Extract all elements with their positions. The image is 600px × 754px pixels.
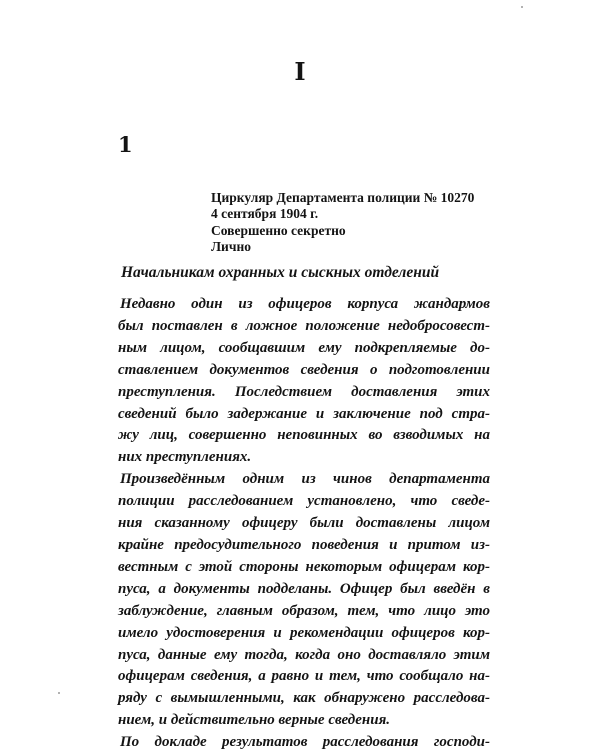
- body-line: жу лиц, совершенно неповинных во взводимых на: [118, 427, 490, 444]
- body-line: сведений было задержание и заключение под стра-: [118, 405, 490, 422]
- body-line: офицерам сведения, а равно и тем, что сообщало на-: [118, 668, 490, 685]
- body-line: ния сказанному офицеру были доставлены лицом: [118, 515, 490, 532]
- body-line: преступления. Последствием доставления этих: [118, 383, 490, 400]
- addressee-line: Начальникам охранных и сыскных отделений: [121, 264, 440, 281]
- body-line: ным лицом, сообщавшим ему подкрепляемые до-: [118, 339, 490, 356]
- circular-title: Циркуляр Департамента полиции № 10270: [211, 190, 475, 205]
- body-line: нием, и действительно верные сведения.: [118, 712, 391, 729]
- body-line: крайне предосудительного поведения и притом из-: [118, 536, 490, 553]
- body-line: ставлением документов сведения о подготовлении: [118, 361, 490, 378]
- body-line: пуса, а документы подделаны. Офицер был введён в: [118, 580, 490, 597]
- secrecy-mark: Совершенно секретно: [211, 222, 346, 238]
- body-text: [118, 294, 490, 754]
- body-line: ряду с вымышленными, как обнаружено расследова-: [118, 690, 490, 707]
- body-line: Недавно один из офицеров корпуса жандармов: [120, 296, 490, 312]
- circular-header: [211, 190, 474, 256]
- body-line: вестным с этой стороны некоторым офицерам кор-: [118, 558, 490, 575]
- personal-mark: Лично: [211, 239, 251, 255]
- body-line: пуса, данные ему тогда, когда оно доставляло этим: [118, 646, 490, 663]
- scan-speck: [521, 6, 523, 8]
- scan-speck: [58, 692, 60, 694]
- body-line: них преступлениях.: [118, 449, 252, 466]
- body-line: был поставлен в ложное положение недобросовест-: [118, 317, 490, 334]
- body-line: заблуждение, главным образом, тем, что лицо это: [118, 602, 490, 619]
- document-number: 1: [118, 132, 133, 157]
- body-line: Произведённым одним из чинов департамента: [120, 471, 490, 488]
- part-numeral: I: [294, 57, 306, 86]
- body-line: полиции расследованием установлено, что сведе-: [118, 493, 490, 510]
- body-line: имело удостоверения и рекомендации офицеров кор-: [118, 624, 490, 641]
- circular-date: 4 сентября 1904 г.: [211, 206, 319, 222]
- body-line: По докладе результатов расследования господи-: [120, 734, 490, 751]
